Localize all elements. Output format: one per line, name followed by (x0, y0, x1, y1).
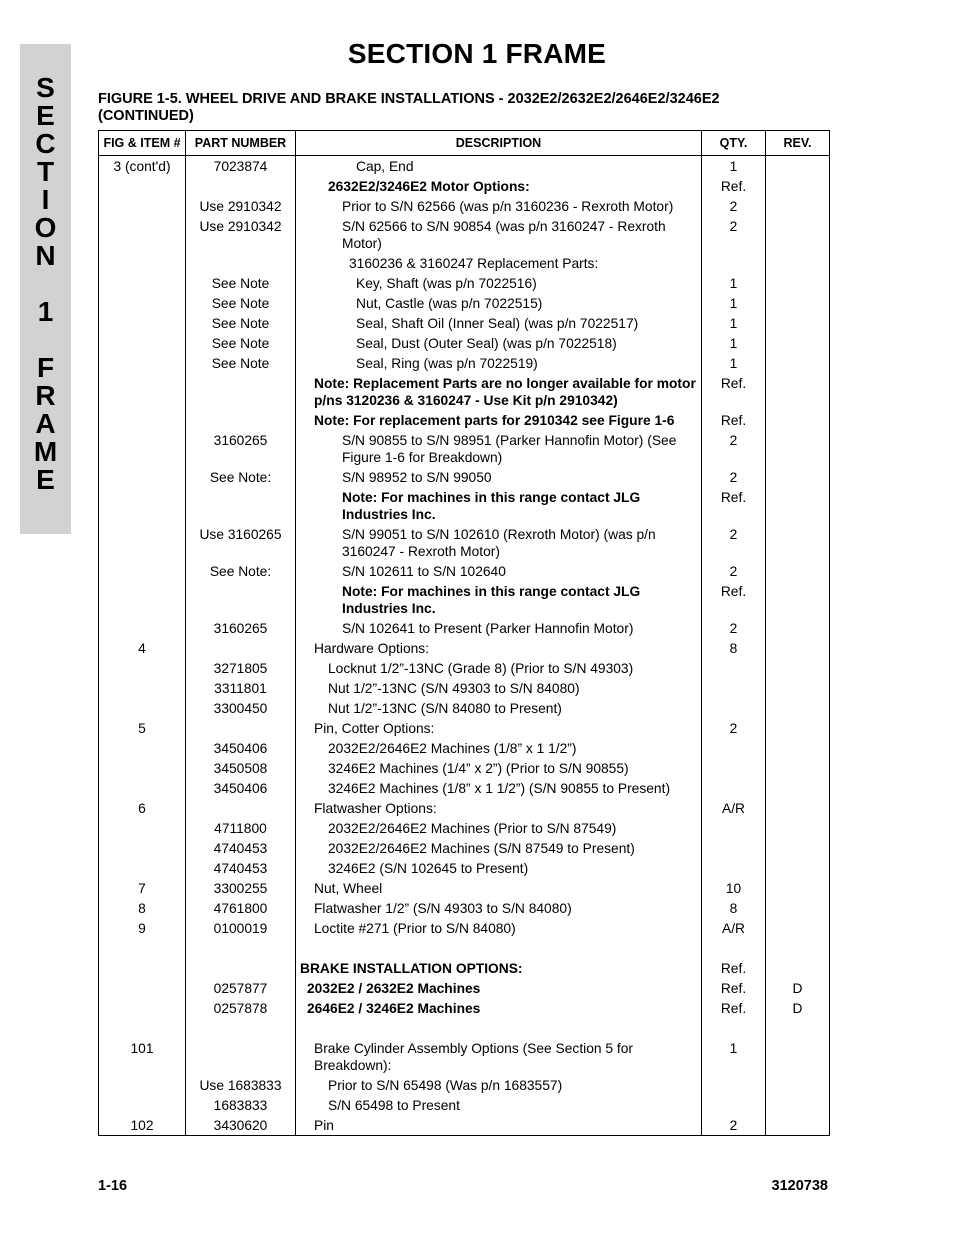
table-row (99, 618, 830, 638)
cell-qty (702, 818, 766, 838)
cell-item: 9 (99, 918, 186, 938)
table-row (99, 698, 830, 718)
cell-rev (766, 738, 830, 758)
cell-part-number (186, 1038, 296, 1075)
cell-item: 6 (99, 798, 186, 818)
cell-item: 7 (99, 878, 186, 898)
cell-description: Seal, Ring (was p/n 7022519) (296, 353, 702, 373)
cell-description: BRAKE INSTALLATION OPTIONS: (296, 958, 702, 978)
cell-description: 3246E2 (S/N 102645 to Present) (296, 858, 702, 878)
header-qty: QTY. (702, 131, 766, 156)
cell-qty: 8 (702, 898, 766, 918)
table-row (99, 196, 830, 216)
cell-rev (766, 858, 830, 878)
cell-item (99, 998, 186, 1018)
cell-part-number: 7023874 (186, 156, 296, 177)
cell-item (99, 487, 186, 524)
cell-description: S/N 102641 to Present (Parker Hannofin Motor) (296, 618, 702, 638)
cell-item (99, 978, 186, 998)
cell-item (99, 698, 186, 718)
cell-qty (702, 1095, 766, 1115)
cell-item: 101 (99, 1038, 186, 1075)
parts-table-body (99, 156, 830, 1136)
cell-qty: 2 (702, 524, 766, 561)
header-fig-item: FIG & ITEM # (99, 131, 186, 156)
cell-part-number: 3160265 (186, 618, 296, 638)
cell-description: 3246E2 Machines (1/8” x 1 1/2”) (S/N 90855 to Present) (296, 778, 702, 798)
table-row (99, 1095, 830, 1115)
cell-item: 3 (cont'd) (99, 156, 186, 177)
cell-part-number: 0100019 (186, 918, 296, 938)
cell-rev (766, 1095, 830, 1115)
section-side-tab (20, 44, 71, 534)
cell-qty (702, 253, 766, 273)
cell-qty: Ref. (702, 176, 766, 196)
side-tab-letter: T (36, 156, 55, 187)
cell-rev (766, 353, 830, 373)
cell-part-number: See Note: (186, 561, 296, 581)
table-row (99, 878, 830, 898)
table-row (99, 758, 830, 778)
cell-rev (766, 918, 830, 938)
cell-qty: Ref. (702, 373, 766, 410)
cell-description: S/N 90855 to S/N 98951 (Parker Hannofin Motor) (See Figure 1-6 for Breakdown) (296, 430, 702, 467)
cell-rev (766, 938, 830, 958)
cell-qty: 1 (702, 156, 766, 177)
cell-part-number (186, 798, 296, 818)
cell-item (99, 838, 186, 858)
cell-description: 2032E2/2646E2 Machines (S/N 87549 to Present) (296, 838, 702, 858)
cell-item (99, 196, 186, 216)
table-row (99, 798, 830, 818)
cell-description: Flatwasher 1/2” (S/N 49303 to S/N 84080) (296, 898, 702, 918)
cell-item (99, 738, 186, 758)
cell-item (99, 1018, 186, 1038)
cell-description: Pin, Cotter Options: (296, 718, 702, 738)
cell-rev (766, 658, 830, 678)
cell-description (296, 938, 702, 958)
cell-description: 2646E2 / 3246E2 Machines (296, 998, 702, 1018)
cell-part-number: See Note (186, 313, 296, 333)
side-tab-letter: S (36, 72, 55, 103)
cell-rev (766, 467, 830, 487)
cell-rev (766, 1075, 830, 1095)
cell-part-number (186, 938, 296, 958)
header-part-number: PART NUMBER (186, 131, 296, 156)
cell-qty: Ref. (702, 581, 766, 618)
cell-item (99, 818, 186, 838)
cell-rev (766, 333, 830, 353)
cell-rev (766, 778, 830, 798)
cell-rev (766, 524, 830, 561)
cell-item (99, 858, 186, 878)
side-tab-letter: E (36, 100, 55, 131)
cell-rev (766, 678, 830, 698)
cell-qty (702, 858, 766, 878)
cell-description: Prior to S/N 62566 (was p/n 3160236 - Rexroth Motor) (296, 196, 702, 216)
cell-part-number: 4761800 (186, 898, 296, 918)
cell-item (99, 216, 186, 253)
cell-part-number: 0257878 (186, 998, 296, 1018)
cell-part-number: 3430620 (186, 1115, 296, 1136)
table-row (99, 561, 830, 581)
cell-part-number: 4740453 (186, 838, 296, 858)
cell-qty (702, 698, 766, 718)
cell-qty: Ref. (702, 978, 766, 998)
cell-qty (702, 1018, 766, 1038)
cell-description: Nut, Wheel (296, 878, 702, 898)
table-row (99, 353, 830, 373)
cell-qty (702, 838, 766, 858)
cell-rev (766, 958, 830, 978)
cell-qty: 1 (702, 1038, 766, 1075)
side-tab-letter: R (35, 380, 56, 411)
cell-item (99, 618, 186, 638)
cell-rev (766, 798, 830, 818)
cell-part-number (186, 410, 296, 430)
cell-rev (766, 410, 830, 430)
table-row (99, 998, 830, 1018)
cell-description: Brake Cylinder Assembly Options (See Section 5 for Breakdown): (296, 1038, 702, 1075)
cell-part-number: Use 1683833 (186, 1075, 296, 1095)
cell-description: 3246E2 Machines (1/4” x 2”) (Prior to S/N 90855) (296, 758, 702, 778)
cell-part-number: See Note (186, 333, 296, 353)
cell-qty: Ref. (702, 998, 766, 1018)
cell-item (99, 581, 186, 618)
side-tab-letter: N (35, 240, 56, 271)
cell-item: 4 (99, 638, 186, 658)
side-tab-letter: I (41, 184, 50, 215)
side-tab-letter (20, 270, 71, 298)
cell-part-number (186, 176, 296, 196)
cell-description: S/N 99051 to S/N 102610 (Rexroth Motor) (was p/n 3160247 - Rexroth Motor) (296, 524, 702, 561)
cell-part-number: 3450508 (186, 758, 296, 778)
table-row (99, 718, 830, 738)
table-row (99, 658, 830, 678)
side-tab-letter: M (33, 436, 58, 467)
cell-description: Nut 1/2”-13NC (S/N 84080 to Present) (296, 698, 702, 718)
cell-part-number: 3300255 (186, 878, 296, 898)
table-row (99, 778, 830, 798)
table-row (99, 293, 830, 313)
cell-part-number: 3160265 (186, 430, 296, 467)
cell-description: Key, Shaft (was p/n 7022516) (296, 273, 702, 293)
table-row (99, 838, 830, 858)
cell-rev (766, 313, 830, 333)
side-tab-letter: E (36, 464, 55, 495)
cell-item (99, 1075, 186, 1095)
table-row (99, 410, 830, 430)
cell-description: 2032E2/2646E2 Machines (Prior to S/N 87549) (296, 818, 702, 838)
table-row (99, 958, 830, 978)
side-tab-letter: C (35, 128, 56, 159)
cell-item (99, 524, 186, 561)
cell-description: Locknut 1/2”-13NC (Grade 8) (Prior to S/N 49303) (296, 658, 702, 678)
parts-table (98, 130, 830, 1136)
cell-item (99, 561, 186, 581)
cell-part-number: 3271805 (186, 658, 296, 678)
cell-item: 8 (99, 898, 186, 918)
cell-description: S/N 102611 to S/N 102640 (296, 561, 702, 581)
table-row (99, 638, 830, 658)
cell-item (99, 678, 186, 698)
cell-item (99, 333, 186, 353)
side-tab-letter: F (36, 352, 55, 383)
figure-title: FIGURE 1-5. WHEEL DRIVE AND BRAKE INSTALLATIONS - 2032E2/2632E2/2646E2/3246E2 (CONTINUED) (98, 91, 720, 124)
table-row (99, 1038, 830, 1075)
cell-qty: 10 (702, 878, 766, 898)
cell-item (99, 373, 186, 410)
cell-rev (766, 638, 830, 658)
cell-part-number: 3300450 (186, 698, 296, 718)
side-tab-letter: O (34, 212, 57, 243)
cell-part-number: 3450406 (186, 738, 296, 758)
table-row (99, 678, 830, 698)
cell-description: 2632E2/3246E2 Motor Options: (296, 176, 702, 196)
cell-part-number: 4711800 (186, 818, 296, 838)
cell-rev (766, 1038, 830, 1075)
cell-rev (766, 373, 830, 410)
cell-description: Seal, Dust (Outer Seal) (was p/n 7022518) (296, 333, 702, 353)
table-header-row (99, 131, 830, 156)
table-row (99, 858, 830, 878)
table-row (99, 898, 830, 918)
cell-qty: 8 (702, 638, 766, 658)
cell-item (99, 273, 186, 293)
cell-part-number: 1683833 (186, 1095, 296, 1115)
cell-qty: A/R (702, 918, 766, 938)
cell-item (99, 313, 186, 333)
cell-qty: 1 (702, 313, 766, 333)
cell-part-number (186, 373, 296, 410)
cell-part-number: Use 2910342 (186, 196, 296, 216)
table-row (99, 467, 830, 487)
table-row (99, 1075, 830, 1095)
cell-item (99, 758, 186, 778)
cell-item (99, 176, 186, 196)
cell-rev (766, 878, 830, 898)
cell-description: Prior to S/N 65498 (Was p/n 1683557) (296, 1075, 702, 1095)
table-row (99, 487, 830, 524)
cell-qty (702, 678, 766, 698)
cell-part-number: See Note: (186, 467, 296, 487)
cell-rev (766, 430, 830, 467)
cell-rev (766, 838, 830, 858)
cell-rev (766, 176, 830, 196)
side-tab-letter: A (35, 408, 56, 439)
cell-qty: 1 (702, 273, 766, 293)
cell-part-number: Use 2910342 (186, 216, 296, 253)
cell-qty (702, 658, 766, 678)
cell-qty (702, 1075, 766, 1095)
cell-description: Note: For machines in this range contact JLG Industries Inc. (296, 581, 702, 618)
side-tab-letter: 1 (37, 296, 54, 327)
cell-rev (766, 818, 830, 838)
cell-part-number (186, 1018, 296, 1038)
table-row (99, 156, 830, 177)
cell-description (296, 1018, 702, 1038)
cell-rev: D (766, 978, 830, 998)
cell-part-number (186, 581, 296, 618)
cell-description: Hardware Options: (296, 638, 702, 658)
cell-qty: 2 (702, 718, 766, 738)
cell-description: Note: For replacement parts for 2910342 see Figure 1-6 (296, 410, 702, 430)
cell-rev (766, 758, 830, 778)
cell-rev (766, 898, 830, 918)
cell-qty: 2 (702, 196, 766, 216)
table-row (99, 176, 830, 196)
cell-qty: 2 (702, 216, 766, 253)
cell-item (99, 778, 186, 798)
cell-item (99, 353, 186, 373)
cell-qty: Ref. (702, 958, 766, 978)
cell-description: Seal, Shaft Oil (Inner Seal) (was p/n 7022517) (296, 313, 702, 333)
cell-part-number (186, 487, 296, 524)
cell-part-number (186, 958, 296, 978)
cell-qty: 1 (702, 353, 766, 373)
table-row (99, 818, 830, 838)
table-row (99, 918, 830, 938)
cell-part-number: 3311801 (186, 678, 296, 698)
cell-qty: Ref. (702, 487, 766, 524)
header-rev: REV. (766, 131, 830, 156)
cell-qty (702, 738, 766, 758)
cell-item (99, 253, 186, 273)
cell-qty: 2 (702, 1115, 766, 1136)
cell-description: Nut, Castle (was p/n 7022515) (296, 293, 702, 313)
table-row (99, 373, 830, 410)
table-row (99, 581, 830, 618)
cell-rev (766, 487, 830, 524)
cell-qty: A/R (702, 798, 766, 818)
cell-description: 2032E2/2646E2 Machines (1/8” x 1 1/2”) (296, 738, 702, 758)
cell-description: Note: Replacement Parts are no longer available for motor p/ns 3120236 & 3160247 - Use Kit p/n 2910342) (296, 373, 702, 410)
table-row (99, 216, 830, 253)
document-number: 3120738 (771, 1178, 828, 1194)
table-row (99, 1018, 830, 1038)
section-side-tab-letters (20, 74, 71, 494)
cell-part-number (186, 718, 296, 738)
cell-qty: 1 (702, 333, 766, 353)
cell-qty: 2 (702, 430, 766, 467)
table-row (99, 524, 830, 561)
cell-rev (766, 561, 830, 581)
cell-description: Nut 1/2”-13NC (S/N 49303 to S/N 84080) (296, 678, 702, 698)
cell-item (99, 410, 186, 430)
cell-rev: D (766, 998, 830, 1018)
cell-rev (766, 698, 830, 718)
cell-item (99, 658, 186, 678)
cell-description: Pin (296, 1115, 702, 1136)
cell-rev (766, 156, 830, 177)
cell-description: 2032E2 / 2632E2 Machines (296, 978, 702, 998)
cell-description: S/N 62566 to S/N 90854 (was p/n 3160247 - Rexroth Motor) (296, 216, 702, 253)
table-row (99, 253, 830, 273)
cell-rev (766, 293, 830, 313)
cell-part-number: See Note (186, 273, 296, 293)
table-row (99, 430, 830, 467)
page-number: 1-16 (98, 1178, 128, 1194)
cell-qty: 2 (702, 561, 766, 581)
cell-rev (766, 581, 830, 618)
header-description: DESCRIPTION (296, 131, 702, 156)
cell-description: Flatwasher Options: (296, 798, 702, 818)
cell-item (99, 467, 186, 487)
cell-qty: 1 (702, 293, 766, 313)
cell-item (99, 293, 186, 313)
cell-part-number (186, 253, 296, 273)
cell-qty (702, 778, 766, 798)
cell-rev (766, 196, 830, 216)
cell-qty (702, 758, 766, 778)
cell-part-number: 0257877 (186, 978, 296, 998)
cell-part-number: 4740453 (186, 858, 296, 878)
side-tab-letter (20, 326, 71, 354)
cell-qty: Ref. (702, 410, 766, 430)
table-row (99, 273, 830, 293)
cell-part-number (186, 638, 296, 658)
cell-description: Cap, End (296, 156, 702, 177)
cell-description: Note: For machines in this range contact JLG Industries Inc. (296, 487, 702, 524)
cell-item (99, 938, 186, 958)
cell-rev (766, 618, 830, 638)
cell-item: 5 (99, 718, 186, 738)
cell-item (99, 430, 186, 467)
cell-part-number: 3450406 (186, 778, 296, 798)
cell-rev (766, 273, 830, 293)
cell-part-number: See Note (186, 293, 296, 313)
cell-part-number: See Note (186, 353, 296, 373)
cell-part-number: Use 3160265 (186, 524, 296, 561)
table-row (99, 313, 830, 333)
cell-item (99, 958, 186, 978)
cell-rev (766, 718, 830, 738)
table-row (99, 1115, 830, 1136)
table-row (99, 978, 830, 998)
cell-qty: 2 (702, 618, 766, 638)
cell-rev (766, 1115, 830, 1136)
cell-description: S/N 65498 to Present (296, 1095, 702, 1115)
cell-rev (766, 1018, 830, 1038)
cell-rev (766, 253, 830, 273)
table-row (99, 738, 830, 758)
cell-description: S/N 98952 to S/N 99050 (296, 467, 702, 487)
cell-qty: 2 (702, 467, 766, 487)
table-row (99, 333, 830, 353)
table-row (99, 938, 830, 958)
cell-item (99, 1095, 186, 1115)
cell-qty (702, 938, 766, 958)
cell-item: 102 (99, 1115, 186, 1136)
cell-description: 3160236 & 3160247 Replacement Parts: (296, 253, 702, 273)
cell-rev (766, 216, 830, 253)
cell-description: Loctite #271 (Prior to S/N 84080) (296, 918, 702, 938)
page-title: SECTION 1 FRAME (347, 38, 607, 69)
